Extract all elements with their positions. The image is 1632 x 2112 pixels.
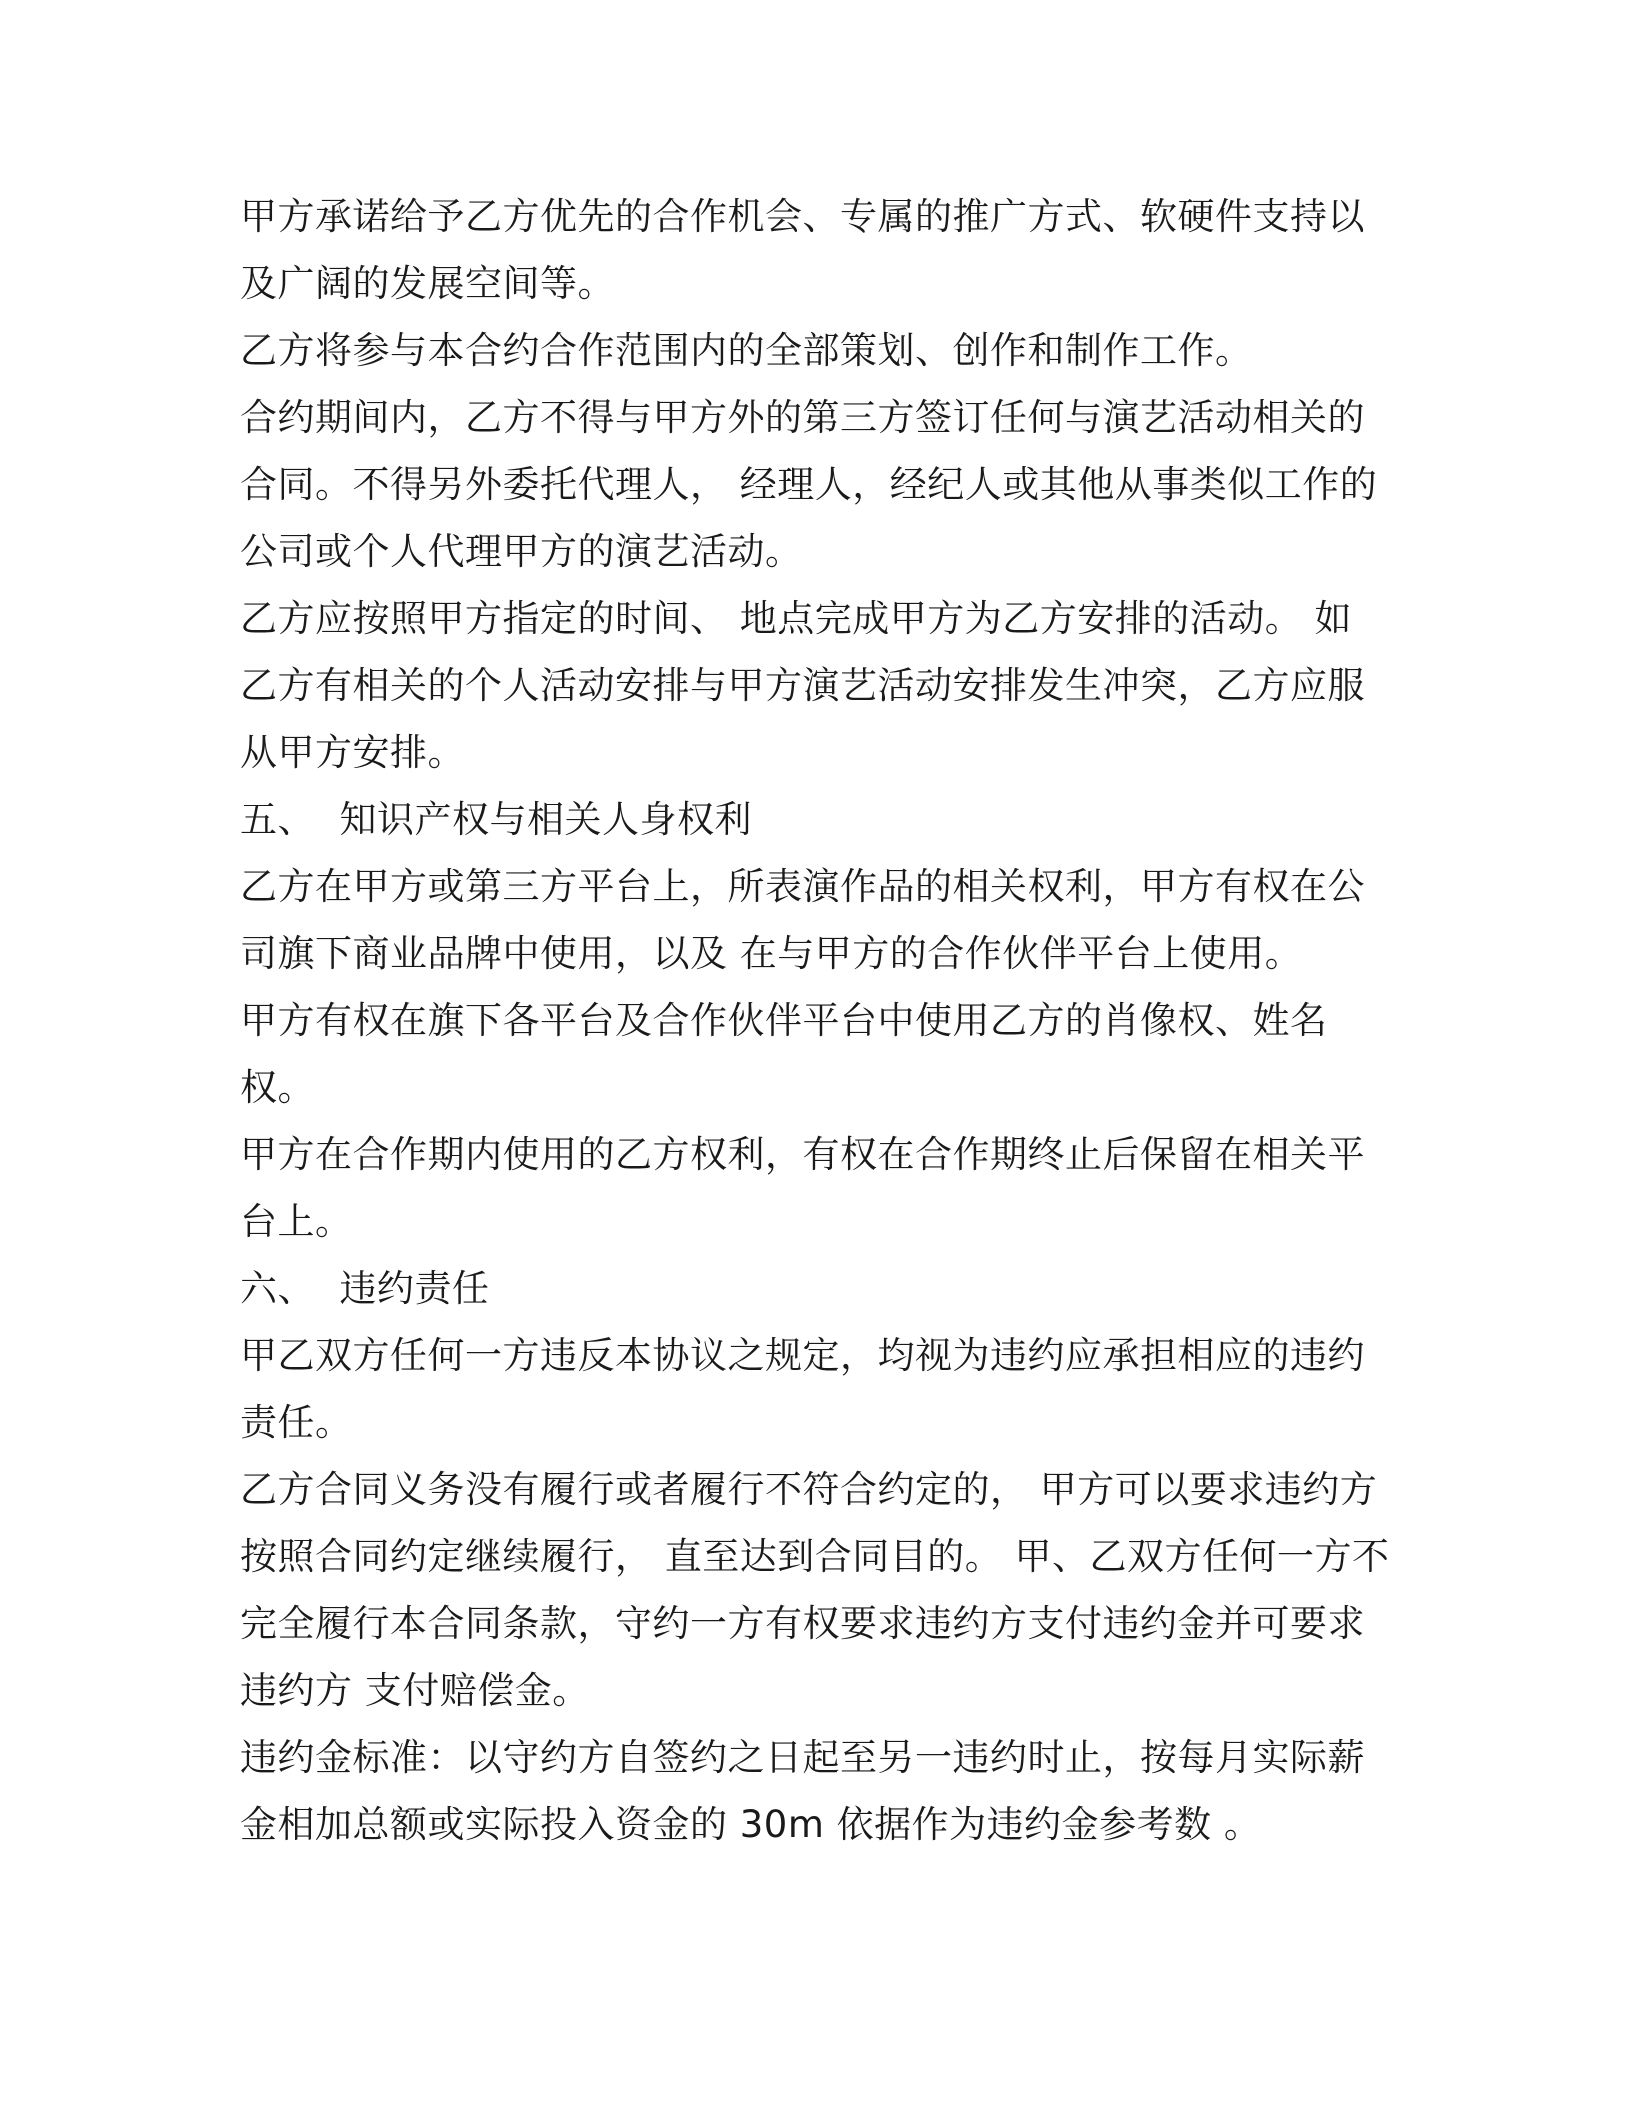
- text-line: 违约金标准：以守约方自签约之日起至另一违约时止，按每月实际薪: [240, 1736, 1365, 1779]
- text-line: 乙方合同义务没有履行或者履行不符合约定的， 甲方可以要求违约方: [240, 1468, 1378, 1511]
- paragraph-work-rights: [240, 853, 1390, 987]
- paragraph-party-a-commitment: [240, 183, 1390, 317]
- text-line: 及广阔的发展空间等。: [240, 262, 615, 305]
- paragraph-rights-retention: [240, 1121, 1390, 1255]
- paragraph-breach-remedies: [240, 1456, 1390, 1724]
- text-line: 责任。: [240, 1401, 353, 1444]
- paragraph-scheduling: [240, 585, 1390, 786]
- paragraph-breach-liability: [240, 1322, 1390, 1456]
- text-line: 乙方将参与本合约合作范围内的全部策划、创作和制作工作。: [240, 329, 1253, 372]
- text-line: 合同。不得另外委托代理人， 经理人，经纪人或其他从事类似工作的: [240, 463, 1378, 506]
- text-line: 甲方在合作期内使用的乙方权利，有权在合作期终止后保留在相关平: [240, 1133, 1365, 1176]
- section-heading-breach: [240, 1255, 1390, 1322]
- text-line: 甲方承诺给予乙方优先的合作机会、专属的推广方式、软硬件支持以: [240, 195, 1365, 238]
- paragraph-exclusivity: [240, 384, 1390, 585]
- section-heading-ip-rights: [240, 786, 1390, 853]
- text-line: 完全履行本合同条款，守约一方有权要求违约方支付违约金并可要求: [240, 1602, 1365, 1645]
- text-line: 违约方 支付赔偿金。: [240, 1669, 590, 1712]
- document-body: [240, 183, 1390, 1858]
- paragraph-portrait-rights: [240, 987, 1390, 1121]
- paragraph-penalty-standard: [240, 1724, 1390, 1858]
- paragraph-party-b-participation: [240, 317, 1390, 384]
- text-line: 合约期间内，乙方不得与甲方外的第三方签订任何与演艺活动相关的: [240, 396, 1365, 439]
- text-line: 金相加总额或实际投入资金的 30m 依据作为违约金参考数 。: [240, 1803, 1262, 1846]
- section-title: 六、 违约责任: [240, 1267, 490, 1310]
- text-line: 司旗下商业品牌中使用，以及 在与甲方的合作伙伴平台上使用。: [240, 932, 1303, 975]
- text-line: 公司或个人代理甲方的演艺活动。: [240, 530, 803, 573]
- text-line: 乙方在甲方或第三方平台上，所表演作品的相关权利，甲方有权在公: [240, 865, 1365, 908]
- text-line: 乙方有相关的个人活动安排与甲方演艺活动安排发生冲突，乙方应服: [240, 664, 1365, 707]
- text-line: 甲方有权在旗下各平台及合作伙伴平台中使用乙方的肖像权、姓名: [240, 999, 1328, 1042]
- text-line: 乙方应按照甲方指定的时间、 地点完成甲方为乙方安排的活动。 如: [240, 597, 1353, 640]
- text-line: 权。: [240, 1066, 315, 1109]
- text-line: 按照合同约定继续履行， 直至达到合同目的。 甲、乙双方任何一方不: [240, 1535, 1390, 1578]
- text-line: 从甲方安排。: [240, 731, 465, 774]
- text-line: 甲乙双方任何一方违反本协议之规定，均视为违约应承担相应的违约: [240, 1334, 1365, 1377]
- text-line: 台上。: [240, 1200, 353, 1243]
- section-title: 五、 知识产权与相关人身权利: [240, 798, 753, 841]
